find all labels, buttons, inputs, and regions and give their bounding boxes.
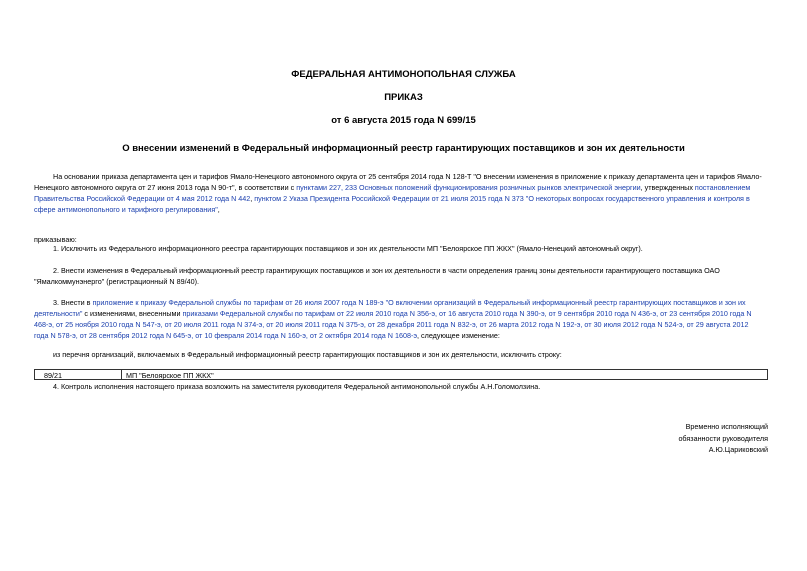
preamble-paragraph <box>53 171 769 182</box>
item-3-line-2: деятельности" с изменениями, внесенными приказами Федеральной службы по тарифам от 22 июля 2010 года N 356-э, от 16 августа 2010 года N 390-э, от 9 сентября 2010 года N 436-э, от 23 сентября 2010 года N <box>34 309 752 318</box>
link-resolution[interactable]: постановлением <box>694 183 751 192</box>
table-cell-name: МП "Белоярское ПП ЖКХ" <box>126 371 214 380</box>
preamble-line-2: Ненецкого автономного округа от 27 июня 2013 года N 90-т", в соответствии с пунктами 227, 233 Основных положений функционирования розничных рынков электрической энергии, утвержденных постановлением <box>34 183 751 192</box>
link-decree-373-cont[interactable]: сфере антимонопольного и тарифного регулирования" <box>34 205 218 214</box>
link-order-189e[interactable]: приложение к приказу Федеральной службы по тарифам от 26 июля 2007 года N 189-э "О включении организаций в Федеральный информационный реестр гарантирующих поставщиков и зон их <box>92 298 746 307</box>
document-type: ПРИКАЗ <box>384 92 423 103</box>
exclusion-line: из перечня организаций, включаемых в Федеральный информационный реестр гарантирующих поставщиков и зон их деятельности, исключить строку: <box>53 350 562 359</box>
signature-name: А.Ю.Цариковский <box>708 445 768 454</box>
link-order-189e-cont[interactable]: деятельности" <box>34 309 83 318</box>
signature-line-1: Временно исполняющий <box>685 422 768 431</box>
item-3-line-1: 3. Внести в приложение к приказу Федеральной службы по тарифам от 26 июля 2007 года N 189-э "О включении организаций в Федеральный информационный реестр гарантирующих поставщиков и зон их <box>53 298 746 307</box>
document-date-number: от 6 августа 2015 года N 699/15 <box>331 115 476 126</box>
preamble-continuation <box>34 182 769 215</box>
item-4: 4. Контроль исполнения настоящего приказа возложить на заместителя руководителя Федеральной антимонопольной службы А.Н.Голомолзина. <box>53 382 541 391</box>
table-cell-divider <box>121 370 122 379</box>
link-amending-orders-3[interactable]: года N 578-э, от 28 сентября 2012 года N 645-э, от 10 февраля 2014 года N 160-э, от 2 октября 2014 года N 1608-э <box>34 331 418 340</box>
preamble-line-3: Правительства Российской Федерации от 4 мая 2012 года N 442, пунктом 2 Указа Президента Российской Федерации от 21 июля 2015 года N 373 "О некоторых вопросах государственного управления и контроля в <box>34 194 750 203</box>
document-title: О внесении изменений в Федеральный информационный реестр гарантирующих поставщиков и зон их деятельности <box>122 143 685 154</box>
item-2-line-1: 2. Внести изменения в Федеральный информационный реестр гарантирующих поставщиков и зон их деятельности в части определения границ зоны деятельности гарантирующего поставщика ОАО <box>53 266 720 275</box>
item-3-line-4: года N 578-э, от 28 сентября 2012 года N 645-э, от 10 февраля 2014 года N 160-э, от 2 октября 2014 года N 1608-э, следующее изменение: <box>34 331 500 340</box>
preamble-line-1: На основании приказа департамента цен и тарифов Ямало-Ненецкого автономного округа от 25 сентября 2014 года N 128-Т "О внесении изменения в приложение к приказу департамента цен и тарифов Ямало- <box>53 172 762 181</box>
link-decree-373[interactable]: пунктом 2 Указа Президента Российской Федерации от 21 июля 2015 года N 373 "О некоторых вопросах государственного управления и контроля в <box>254 194 750 203</box>
link-amending-orders-2[interactable]: 468-э, от 25 ноября 2010 года N 547-э, от 20 июля 2011 года N 374-э, от 20 июля 2011 года N 375-э, от 28 декабря 2011 года N 832-э, от 26 марта 2012 года N 192-э, от 30 июля 2012 года N 524-э, от 29 августа 2012 <box>34 320 749 329</box>
item-3-line-3 <box>34 319 752 330</box>
preamble-line-4: сфере антимонопольного и тарифного регулирования", <box>34 205 220 214</box>
signature-line-2: обязанности руководителя <box>678 434 768 443</box>
item-2 <box>53 265 769 276</box>
item-3-rest <box>34 308 752 341</box>
link-resolution-442[interactable]: Правительства Российской Федерации от 4 мая 2012 года N 442 <box>34 194 251 203</box>
item-1: 1. Исключить из Федерального информационного реестра гарантирующих поставщиков и зон их деятельности МП "Белоярское ПП ЖКХ" (Ямало-Ненецкий автономный округ). <box>53 244 643 253</box>
link-rules-227-233[interactable]: пунктами 227, 233 Основных положений функционирования розничных рынков электрической энергии <box>296 183 641 192</box>
item-2-line-2: "Ямалкоммунэнерго" (регистрационный N 89/40). <box>34 277 199 286</box>
link-amending-orders[interactable]: приказами Федеральной службы по тарифам от 22 июля 2010 года N 356-э, от 16 августа 2010 года N 390-э, от 9 сентября 2010 года N 436-э, от 23 сентября 2010 года N <box>182 309 752 318</box>
table-cell-code: 89/21 <box>44 371 62 380</box>
agency-name: ФЕДЕРАЛЬНАЯ АНТИМОНОПОЛЬНАЯ СЛУЖБА <box>291 69 516 80</box>
order-word: приказываю: <box>34 235 77 244</box>
excluded-row-table <box>34 369 768 380</box>
